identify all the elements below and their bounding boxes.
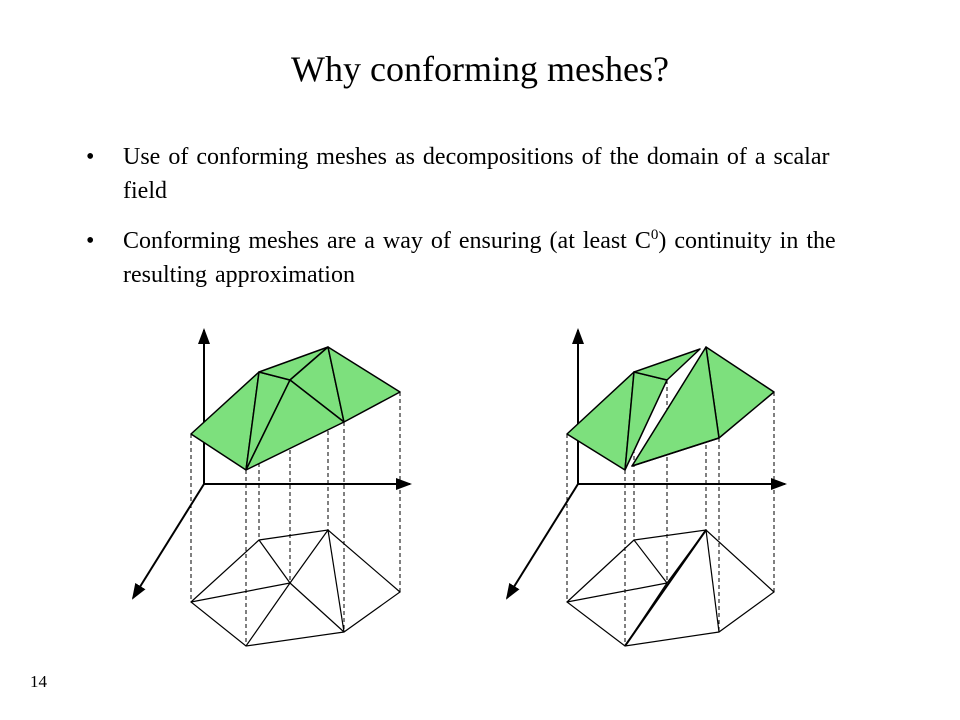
surface-triangles — [567, 347, 774, 470]
superscript-zero: 0 — [650, 227, 659, 243]
y-axis-arrow — [133, 484, 204, 598]
conforming-mesh-diagram — [133, 330, 410, 646]
nonconforming-mesh-diagram — [507, 330, 785, 646]
domain-triangulation — [191, 530, 400, 646]
bullet-text: Conforming meshes are a way of ensuring (at least C — [123, 228, 651, 254]
domain-triangulation — [567, 530, 774, 646]
bullet-text: Use of conforming meshes as decompositions of the domain of a scalar field — [123, 144, 830, 204]
bullet-marker: • — [86, 228, 95, 254]
page-number: 14 — [30, 672, 47, 691]
slide-title: Why conforming meshes? — [291, 49, 669, 89]
bullet-text-continued: ) continuity in the resulting approximation — [123, 228, 836, 288]
surface-triangles — [191, 347, 400, 470]
bullet-marker: • — [86, 144, 95, 170]
